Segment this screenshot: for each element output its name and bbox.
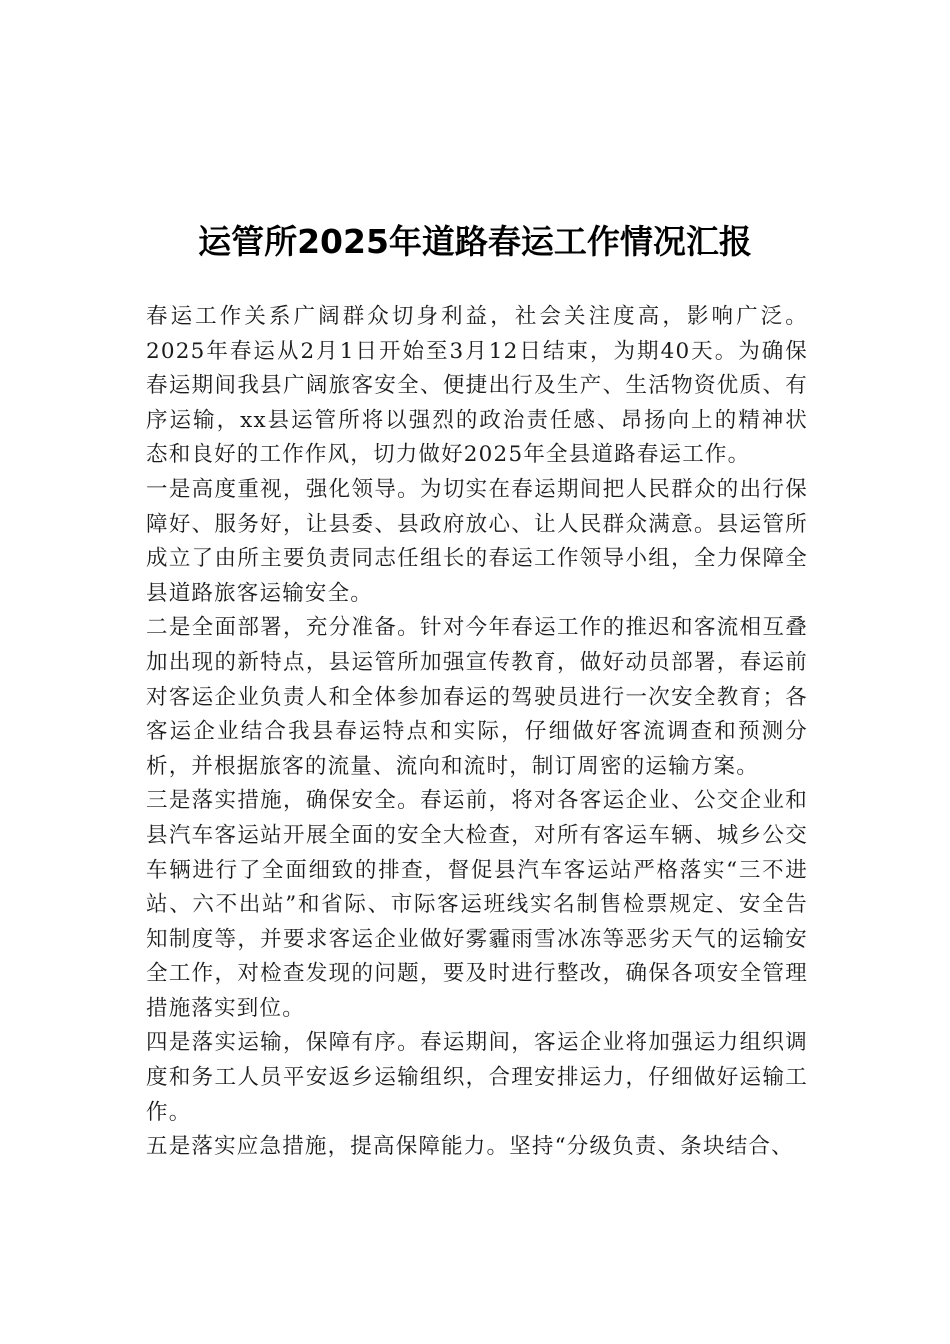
paragraph-point-5: 五是落实应急措施，提高保障能力。坚持“分级负责、条块结合、 xyxy=(146,1134,794,1160)
paragraph-point-1: 一是高度重视，强化领导。为切实在春运期间把人民群众的出行保障好、服务好，让县委、县政府放心、让人民群众满意。县运管所成立了由所主要负责同志任组长的春运工作领导小组，全力保障全县道路旅客运输安全。 xyxy=(146,476,808,606)
paragraph-point-3: 三是落实措施，确保安全。春运前，将对各客运企业、公交企业和县汽车客运站开展全面的安全大检查，对所有客运车辆、城乡公交车辆进行了全面细致的排查，督促县汽车客运站严格落实“三不进站、六不出站”和省际、市际客运班线实名制售检票规定、安全告知制度等，并要求客运企业做好雾霾雨雪冰冻等恶劣天气的运输安全工作，对检查发现的问题，要及时进行整改，确保各项安全管理措施落实到位。 xyxy=(146,788,808,1021)
document-body xyxy=(146,300,808,1165)
paragraph-intro: 春运工作关系广阔群众切身利益，社会关注度高，影响广泛。2025年春运从2月1日开始至3月12日结束，为期40天。为确保春运期间我县广阔旅客安全、便捷出行及生产、生活物资优质、有序运输，xx县运管所将以强烈的政治责任感、昂扬向上的精神状态和良好的工作作风，切力做好2025年全县道路春运工作。 xyxy=(146,304,808,468)
paragraph-point-4: 四是落实运输，保障有序。春运期间，客运企业将加强运力组织调度和务工人员平安返乡运输组织，合理安排运力，仔细做好运输工作。 xyxy=(146,1030,808,1125)
document-title: 运管所2025年道路春运工作情况汇报 xyxy=(198,222,752,261)
paragraph-point-2: 二是全面部署，充分准备。针对今年春运工作的推迟和客流相互叠加出现的新特点，县运管所加强宣传教育，做好动员部署，春运前对客运企业负责人和全体参加春运的驾驶员进行一次安全教育；各客运企业结合我县春运特点和实际，仔细做好客流调查和预测分析，并根据旅客的流量、流向和流时，制订周密的运输方案。 xyxy=(146,615,808,779)
